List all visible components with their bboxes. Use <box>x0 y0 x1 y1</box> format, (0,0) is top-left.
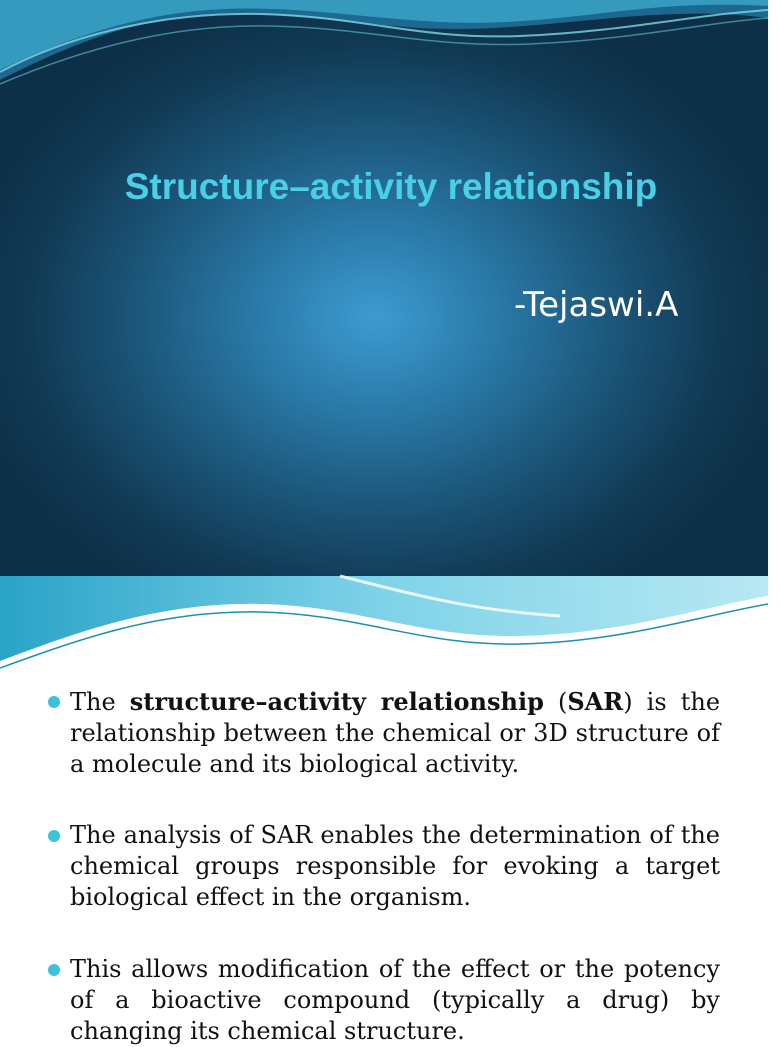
bullet-text-segment: ( <box>543 688 568 716</box>
slide-author: -Tejaswi.A <box>514 285 679 325</box>
header-wave-decoration <box>0 0 768 100</box>
content-slide <box>0 576 768 1045</box>
bullet-text <box>70 686 720 780</box>
bullet-dot-icon <box>48 964 60 976</box>
bullet-item <box>48 820 728 913</box>
bullet-dot-icon <box>48 830 60 842</box>
bullet-text: The analysis of SAR enables the determination of the chemical groups responsible for evoking a target biological effect in the organism. <box>70 821 720 911</box>
bullet-text-segment: ) is the relationship between the chemical or 3D structure of a molecule and its biological activity. <box>70 688 721 778</box>
slide-title: Structure–activity relationship <box>124 166 658 207</box>
content-wave-decoration <box>0 576 768 676</box>
bullet-item <box>48 686 728 780</box>
bullet-text-segment: The <box>70 688 130 716</box>
bullet-text: This allows modification of the effect or the potency of a bioactive compound (typically a drug) by changing its chemical structure. <box>70 955 720 1045</box>
bullet-dot-icon <box>48 696 60 708</box>
bullet-term-abbr: SAR <box>567 687 624 716</box>
bullet-term-sar: structure–activity relationship <box>129 687 544 716</box>
bullet-item <box>48 954 728 1047</box>
